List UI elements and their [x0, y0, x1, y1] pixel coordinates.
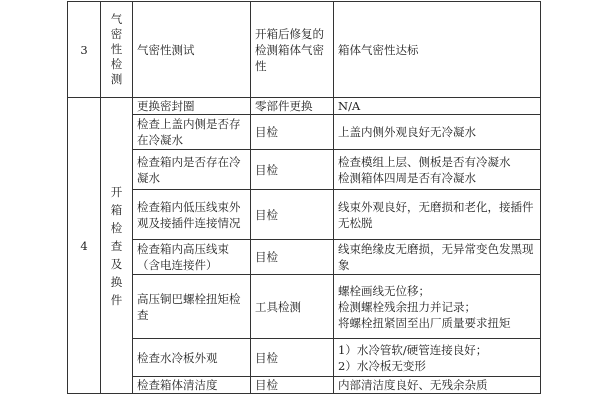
check-item: 更换密封圈 — [133, 98, 251, 115]
table-row — [68, 150, 541, 190]
table-row — [68, 190, 541, 240]
table-row — [68, 339, 541, 377]
check-criteria: N/A — [334, 98, 541, 115]
check-method: 目检 — [251, 150, 334, 190]
table-row-section-3 — [68, 2, 541, 98]
check-criteria: 螺栓画线无位移； 检测螺栓残余扭力并记录； 将螺栓扭紧固至出厂质量要求扭矩 — [334, 275, 541, 339]
check-item: 检查箱内高压线束（含电连接件） — [133, 240, 251, 275]
check-method: 目检 — [251, 377, 334, 394]
section-number: 3 — [68, 2, 101, 98]
inspection-table — [67, 1, 541, 394]
check-method: 工具检测 — [251, 275, 334, 339]
table-row — [68, 115, 541, 150]
check-method: 目检 — [251, 115, 334, 150]
check-method: 开箱后修复的检测箱体气密性 — [251, 2, 334, 98]
check-criteria: 箱体气密性达标 — [334, 2, 541, 98]
check-criteria: 检查模组上层、侧板是否有冷凝水 检测箱体四周是否有冷凝水 — [334, 150, 541, 190]
table-row — [68, 98, 541, 115]
check-item: 检查箱内是否存在冷凝水 — [133, 150, 251, 190]
table-row — [68, 275, 541, 339]
check-item: 检查水冷板外观 — [133, 339, 251, 377]
check-criteria: 内部清洁度良好、无残余杂质 — [334, 377, 541, 394]
check-criteria: 上盖内侧外观良好无冷凝水 — [334, 115, 541, 150]
check-item: 检查箱体清洁度 — [133, 377, 251, 394]
check-item: 检查箱内低压线束外观及接插件连接情况 — [133, 190, 251, 240]
check-criteria: 线束绝缘皮无磨损，无异常变色发黑现象 — [334, 240, 541, 275]
check-method: 目检 — [251, 190, 334, 240]
check-item: 气密性测试 — [133, 2, 251, 98]
check-item: 高压铜巴螺栓扭矩检查 — [133, 275, 251, 339]
table-row — [68, 377, 541, 394]
section-number: 4 — [68, 98, 101, 394]
check-method: 目检 — [251, 240, 334, 275]
section-category: 气密性检测 — [101, 2, 133, 98]
section-category: 开箱检查及换件 — [101, 98, 133, 394]
check-item: 检查上盖内侧是否存在冷凝水 — [133, 115, 251, 150]
check-method: 零部件更换 — [251, 98, 334, 115]
check-criteria: 线束外观良好，无磨损和老化，接插件无松脱 — [334, 190, 541, 240]
check-method: 目检 — [251, 339, 334, 377]
table-row — [68, 240, 541, 275]
check-criteria: 1）水冷管软/硬管连接良好； 2）水冷板无变形 — [334, 339, 541, 377]
